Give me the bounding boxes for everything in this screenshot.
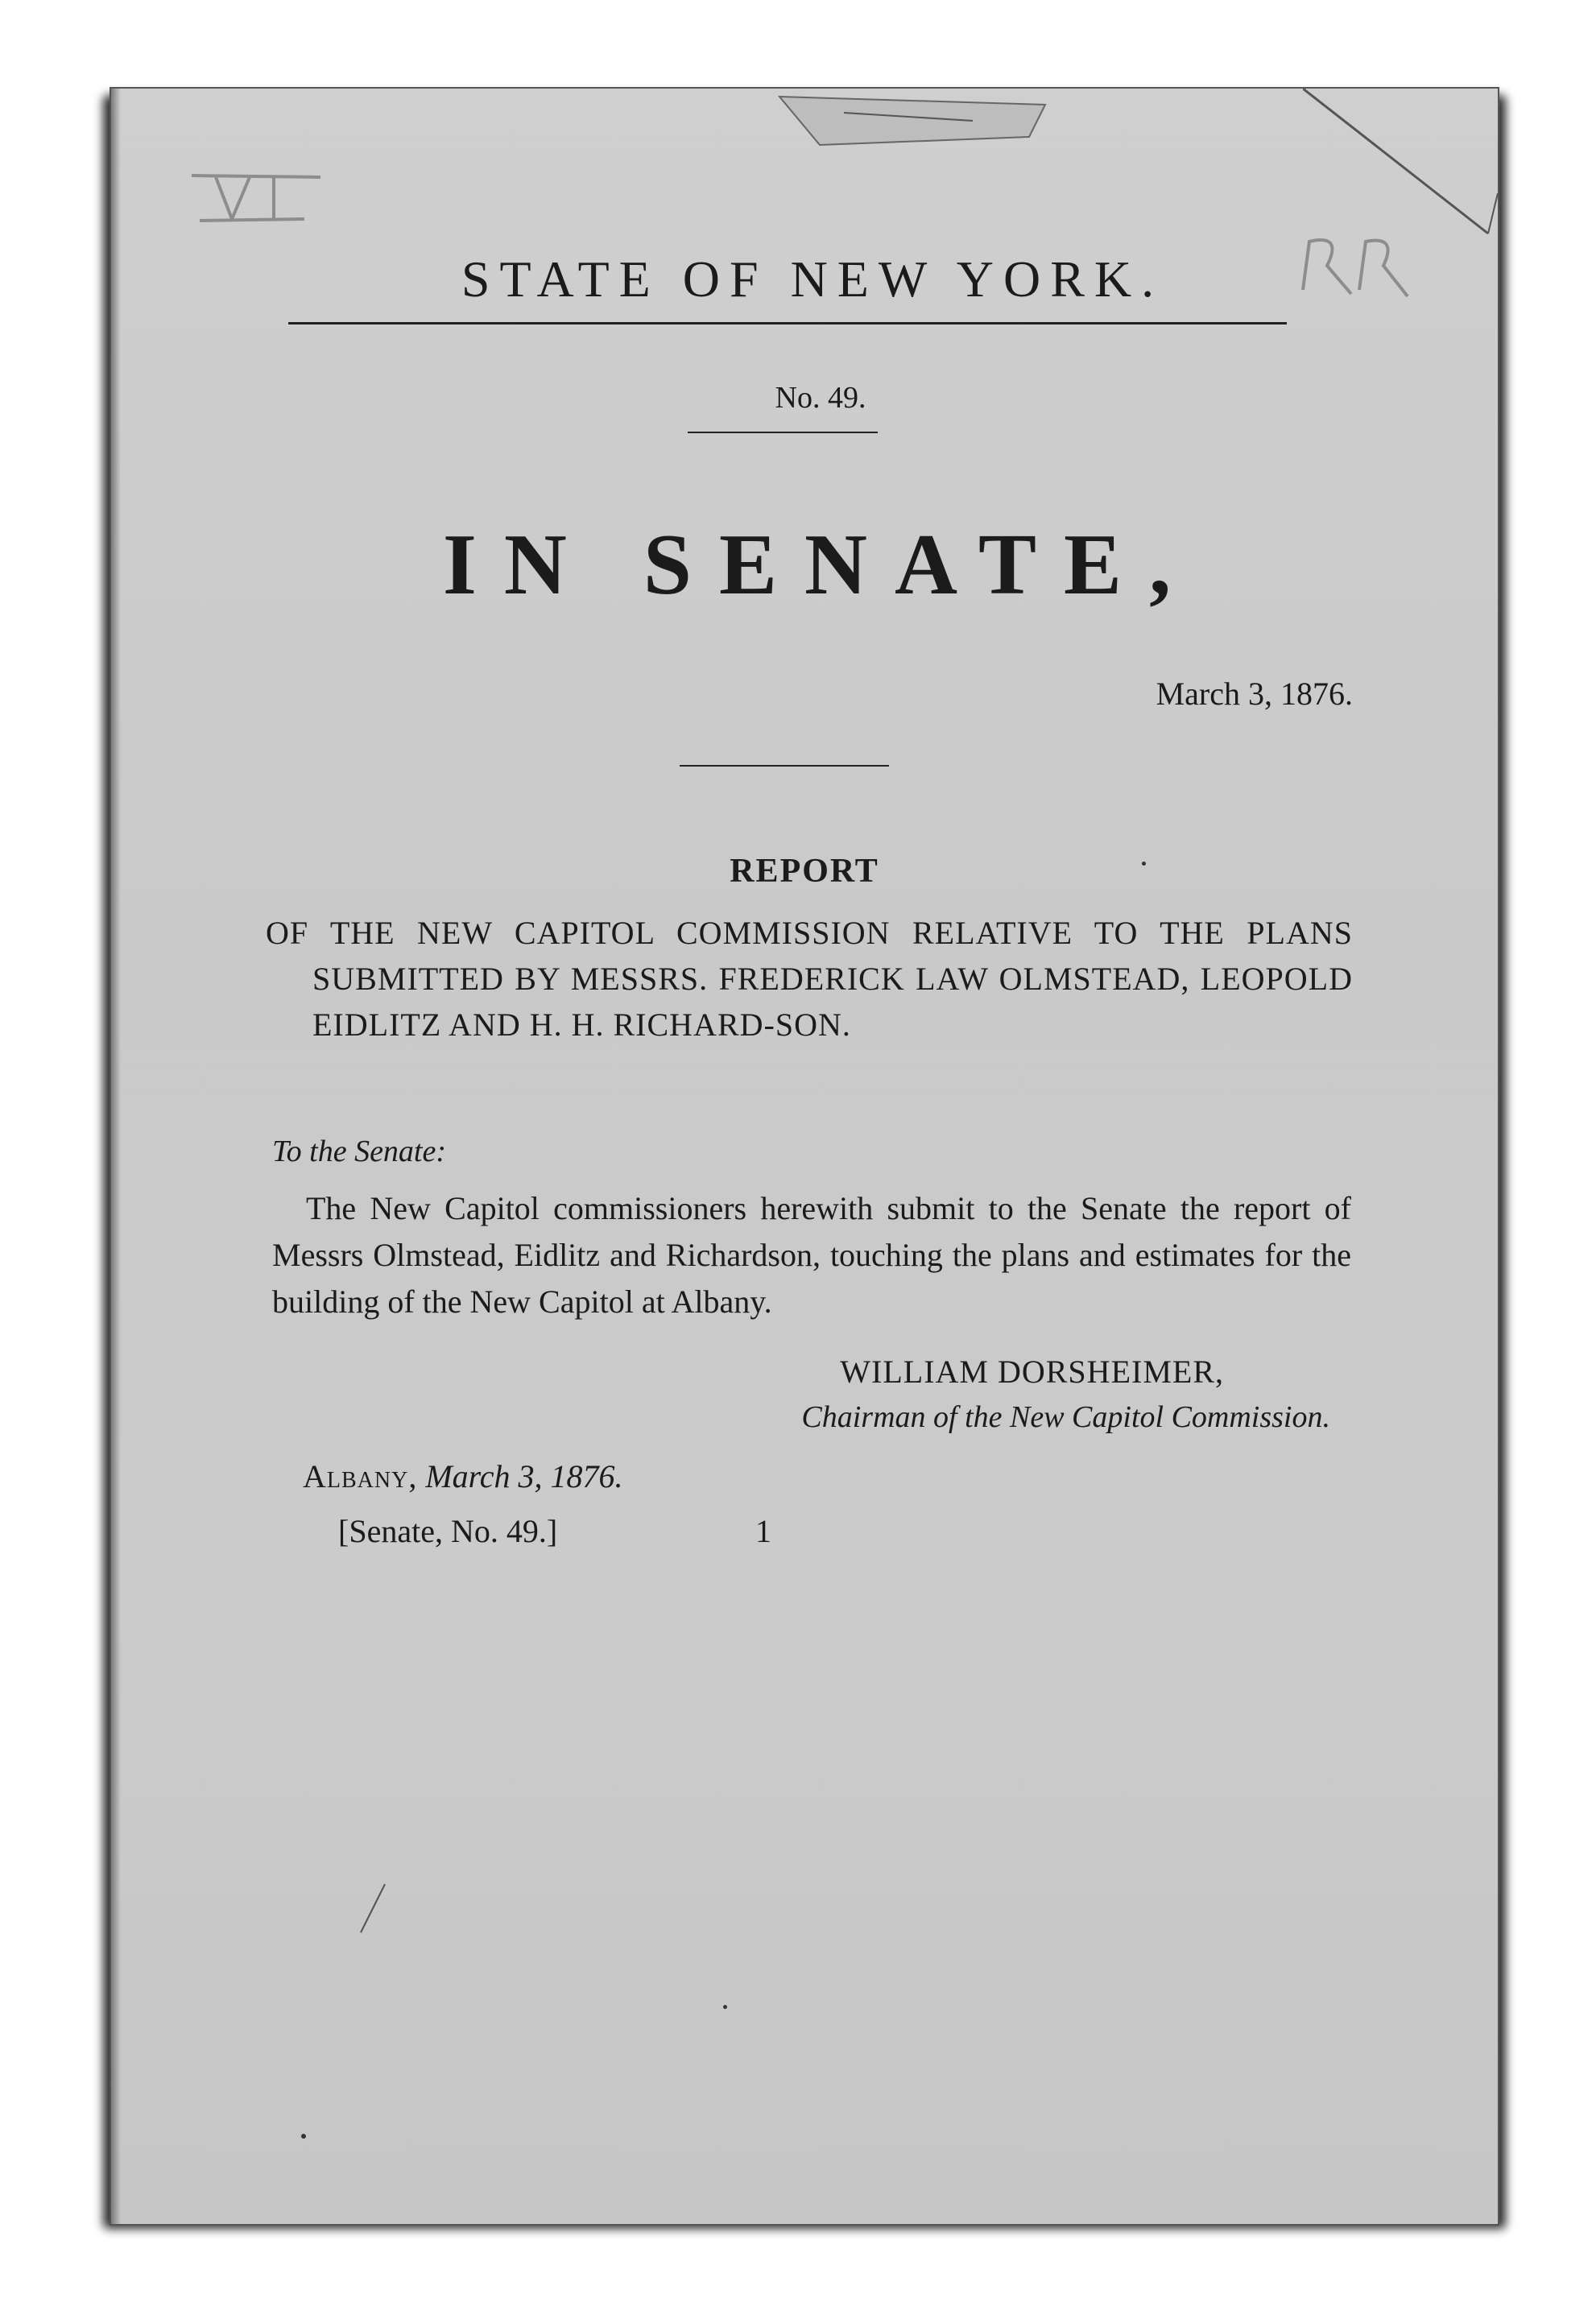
speck (301, 2134, 306, 2139)
handwritten-mark-vi (184, 153, 337, 242)
document-page (110, 87, 1499, 2226)
date-rule (680, 765, 889, 767)
report-heading: REPORT (730, 853, 879, 890)
signer-title: Chairman of the New Capitol Commission. (801, 1400, 1330, 1434)
handwritten-mark-rr-text: RR (1295, 225, 1296, 226)
state-title: STATE OF NEW YORK. (461, 250, 1164, 308)
senate-reference: [Senate, No. 49.] (338, 1513, 558, 1549)
report-body: The New Capitol commissioners herewith submit to the Senate the report of Messrs Olmstead, Eidlitz and Richardson, touching the plans and estimates for the building of the New Capitol at Albany. (272, 1190, 1351, 1320)
report-subject-text: OF THE NEW CAPITOL COMMISSION RELATIVE TO THE PLANS SUBMITTED BY MESSRS. FREDERICK LAW OLMSTEAD, LEOPOLD EIDLITZ AND H. H. RICHARD-SON. (266, 915, 1353, 1043)
speck (1142, 862, 1146, 866)
chamber-title: IN SENATE, (442, 517, 1199, 613)
footer-date: March 3, 1876. (425, 1458, 623, 1494)
torn-paper-strip (771, 89, 1061, 161)
document-number: No. 49. (775, 381, 866, 415)
salutation: To the Senate: (272, 1135, 447, 1168)
signer-name: WILLIAM DORSHEIMER, (840, 1354, 1224, 1390)
place: Albany, (303, 1458, 418, 1494)
handwritten-mark-vi-text: VI (184, 153, 185, 154)
number-rule (688, 432, 878, 433)
report-subject (266, 910, 1353, 1048)
place-date (303, 1457, 622, 1495)
header-date: March 3, 1876. (1156, 676, 1353, 712)
speck (723, 2005, 727, 2009)
title-rule (288, 322, 1287, 324)
page-number: 1 (755, 1513, 771, 1549)
stray-pencil-mark (353, 1876, 401, 1941)
